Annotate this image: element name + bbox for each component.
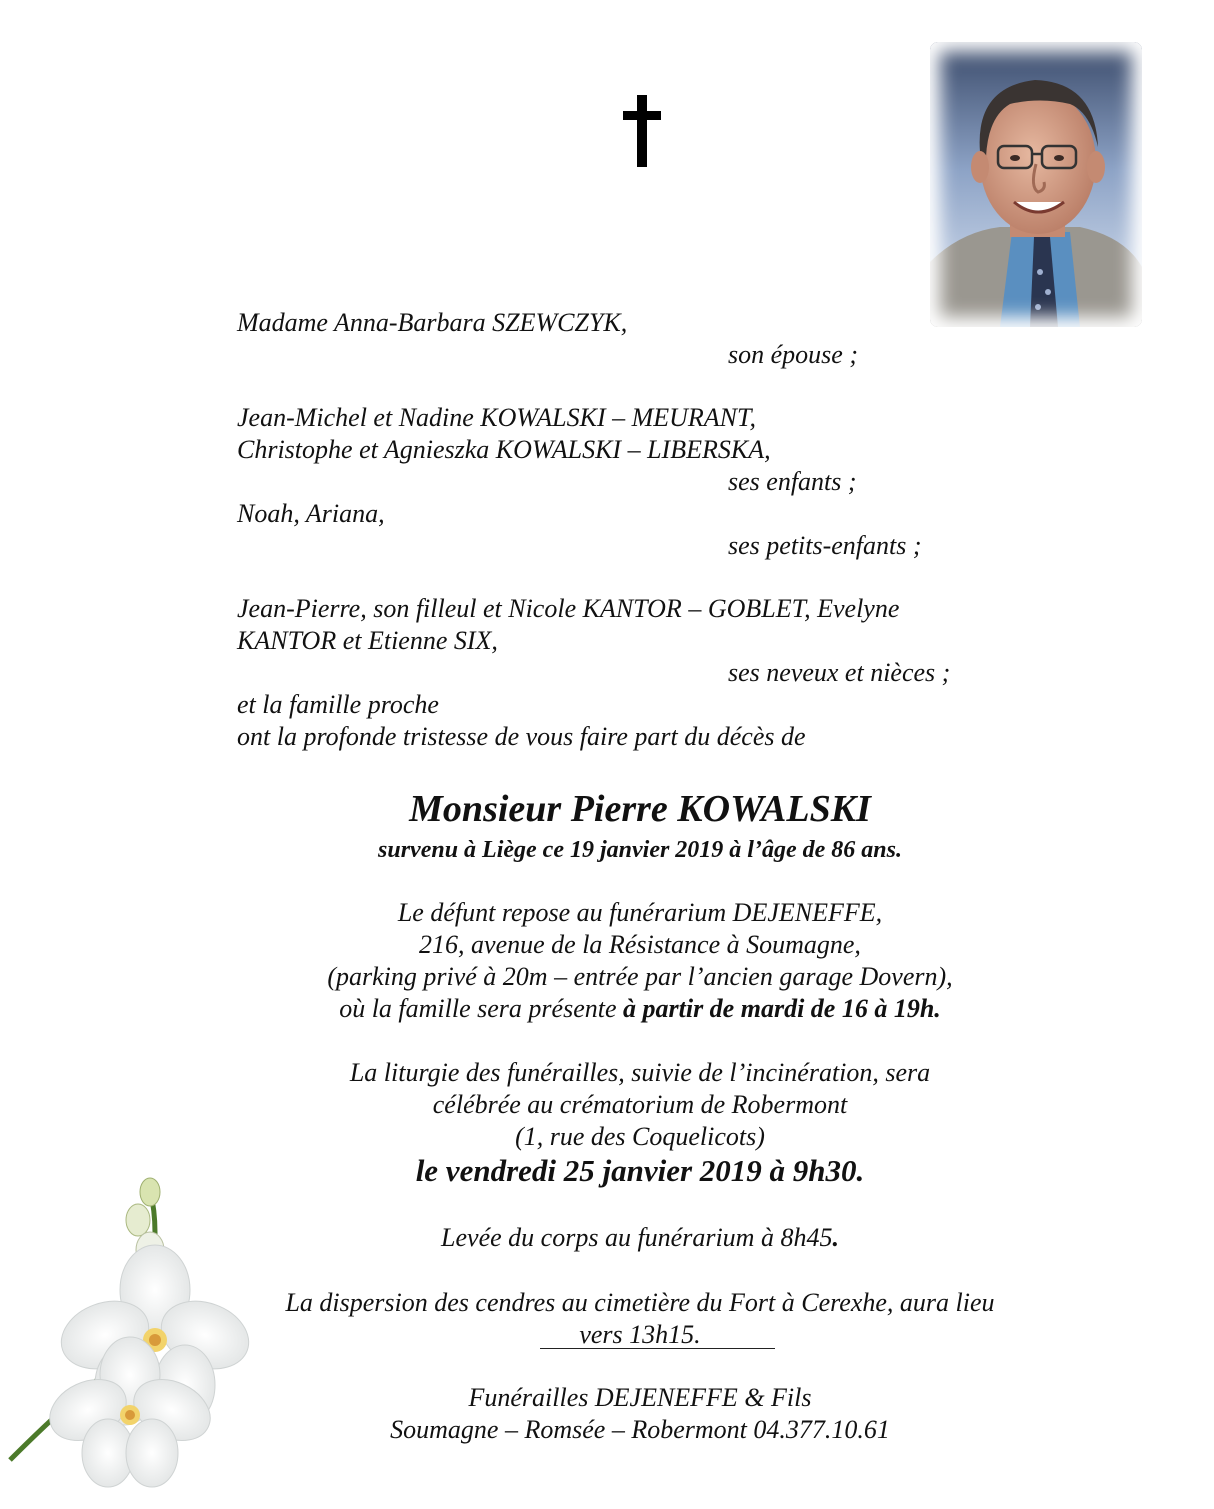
grandchildren: Noah, Ariana,: [237, 499, 385, 528]
spouse-role: son épouse ;: [728, 340, 858, 369]
orchid-decoration: [0, 1170, 300, 1509]
funeral-home-locations: Soumagne – Romsée – Robermont 04.377.10.61: [390, 1415, 890, 1444]
funeral-home-name: Funérailles DEJENEFFE & Fils: [468, 1383, 812, 1412]
departure-line: [240, 1222, 1040, 1254]
spouse-name: Madame Anna-Barbara SZEWCZYK,: [237, 308, 628, 337]
visitation-line-1: Le défunt repose au funérarium DEJENEFFE,: [397, 898, 883, 927]
ceremony-date: le vendredi 25 janvier 2019 à 9h30.: [415, 1153, 865, 1188]
cross-icon: [620, 95, 664, 167]
ashes-line-2: vers 13h15.: [579, 1320, 701, 1349]
ceremony-line-3: (1, rue des Coquelicots): [515, 1122, 765, 1151]
child-1: Jean-Michel et Nadine KOWALSKI – MEURANT,: [237, 403, 757, 432]
visitation-hours: à partir de mardi de 16 à 19h.: [623, 994, 941, 1023]
visitation-prefix: où la famille sera présente: [339, 994, 623, 1023]
portrait-photo: [930, 42, 1142, 327]
child-2: Christophe et Agnieszka KOWALSKI – LIBERSKA,: [237, 435, 771, 464]
nephew-line-1: Jean-Pierre, son filleul et Nicole KANTOR – GOBLET, Evelyne: [237, 594, 900, 623]
deceased-name: Monsieur Pierre KOWALSKI: [409, 788, 871, 830]
ashes-line-1: La dispersion des cendres au cimetière du Fort à Cerexhe, aura lieu: [285, 1288, 995, 1317]
ceremony-line-1: La liturgie des funérailles, suivie de l’incinération, sera: [349, 1058, 931, 1087]
nephews-role: ses neveux et nièces ;: [728, 658, 951, 687]
announcement: ont la profonde tristesse de vous faire part du décès de: [237, 722, 806, 751]
departure-period: .: [832, 1223, 839, 1252]
ceremony-line-2: célébrée au crématorium de Robermont: [432, 1090, 848, 1119]
visitation-line-2: 216, avenue de la Résistance à Soumagne,: [419, 930, 861, 959]
visitation-line-3: (parking privé à 20m – entrée par l’ancien garage Dovern),: [327, 962, 953, 991]
nephew-line-2: KANTOR et Etienne SIX,: [237, 626, 498, 655]
departure-text: Levée du corps au funérarium à 8h45: [441, 1223, 833, 1252]
children-role: ses enfants ;: [728, 467, 857, 496]
grandchildren-role: ses petits-enfants ;: [728, 531, 922, 560]
separator-line: [540, 1348, 775, 1349]
visitation-line-4: [240, 993, 1040, 1025]
close-family: et la famille proche: [237, 690, 439, 719]
death-info: survenu à Liège ce 19 janvier 2019 à l’âge de 86 ans.: [378, 837, 902, 863]
